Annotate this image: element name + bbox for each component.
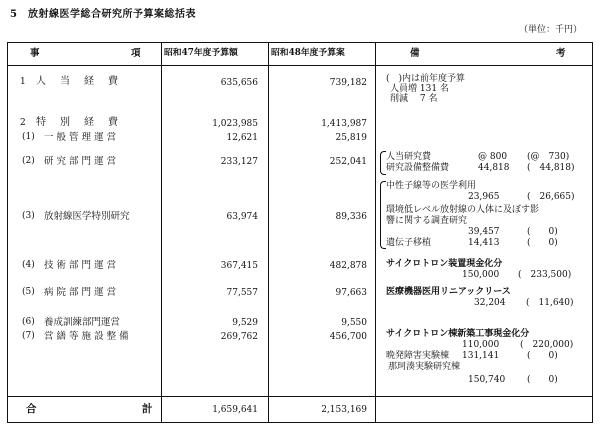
remark-label: 環境低レベル放射線の人体に及ぼす影 <box>386 205 540 215</box>
fy47-value: 12,621 <box>226 133 258 143</box>
row-name: 放射線医学特別研究 <box>44 211 130 222</box>
remark-label: 医療機器医用リニアックリース <box>386 287 511 297</box>
remark-value: 23,965 <box>468 192 500 202</box>
fy48-value: 1,413,987 <box>321 119 367 129</box>
header-item-2: 項 <box>131 48 141 59</box>
remark-value: 150,000 <box>462 270 500 280</box>
budget-table <box>7 42 593 423</box>
fy48-value: 739,182 <box>329 78 367 88</box>
remark-label: 人当研究費 <box>386 152 432 162</box>
row-name: 病 院 部 門 運 営 <box>44 287 117 298</box>
remark-prev-value: ( 26,665) <box>527 192 575 202</box>
fy47-value: 233,127 <box>220 157 258 167</box>
remark-value: @ 800 <box>478 152 508 162</box>
row-number: (7) <box>22 331 35 341</box>
remark-label: 中性子線等の医学利用 <box>386 181 477 191</box>
remark-prev-value: ( 0) <box>527 238 558 248</box>
total-fy48: 2,153,169 <box>321 405 367 415</box>
fy47-value: 63,974 <box>226 212 258 222</box>
remark-prev-value: ( 11,640) <box>526 298 574 308</box>
document-title: 5 放射線医学総合研究所予算案総括表 <box>10 9 196 20</box>
header-remarks-1: 備 <box>410 48 420 59</box>
total-fy47: 1,659,641 <box>212 405 258 415</box>
column-divider <box>268 42 269 423</box>
fy48-value: 97,663 <box>335 288 367 298</box>
remark-line: 人員増 131 名 <box>390 84 449 94</box>
fy48-value: 482,878 <box>329 261 367 271</box>
remark-value: 39,457 <box>468 227 500 237</box>
remark-value: 131,141 <box>462 351 500 361</box>
row-number: 2 <box>20 118 26 128</box>
remark-label: 晩発障害実験棟 <box>386 351 450 361</box>
remark-value: 44,818 <box>478 163 510 173</box>
fy48-value: 25,819 <box>335 133 367 143</box>
fy48-value: 252,041 <box>329 157 367 167</box>
row-name: 技 術 部 門 運 営 <box>44 260 117 271</box>
fy47-value: 367,415 <box>220 261 258 271</box>
remark-label: サイクロトロン装置現金化分 <box>386 259 503 269</box>
remark-prev-value: ( 233,500) <box>518 270 572 280</box>
row-name: 研 究 部 門 運 営 <box>44 156 117 167</box>
header-rule <box>7 65 593 66</box>
remark-prev-value: ( 0) <box>527 351 558 361</box>
remark-prev-value: ( 0) <box>527 375 558 385</box>
fy47-value: 9,529 <box>232 318 258 328</box>
fy47-value: 635,656 <box>220 78 258 88</box>
row-number: (3) <box>22 211 35 221</box>
header-fy47: 昭和47年度予算額 <box>164 48 238 58</box>
total-label-2: 計 <box>142 403 153 415</box>
row-name: 一 般 管 理 運 営 <box>44 132 117 143</box>
remark-label: 遺伝子移植 <box>386 238 432 248</box>
row-number: (4) <box>22 260 35 270</box>
fy47-value: 1,023,985 <box>212 119 258 129</box>
column-divider <box>375 42 376 423</box>
remark-label: 那珂湊実験研究棟 <box>388 362 461 372</box>
total-rule <box>7 396 593 397</box>
remark-value: 110,000 <box>462 340 500 350</box>
remark-prev-value: ( 220,000) <box>520 340 574 350</box>
remark-line: 削減 7 名 <box>390 94 438 104</box>
header-item-1: 事 <box>30 48 40 59</box>
remark-value: 14,413 <box>468 238 500 248</box>
remark-value: 150,740 <box>468 375 506 385</box>
remark-prev-value: (@ 730) <box>527 152 570 162</box>
row-name: 特 別 経 費 <box>36 117 120 128</box>
fy48-value: 9,550 <box>341 318 367 328</box>
header-fy48: 昭和48年度予算案 <box>271 48 345 58</box>
row-number: (2) <box>22 156 35 166</box>
remark-value: 32,204 <box>474 298 506 308</box>
row-number: (5) <box>22 287 35 297</box>
header-remarks-2: 考 <box>556 48 566 59</box>
row-name: 営 繕 等 施 設 整 備 <box>44 331 129 342</box>
remark-prev-value: ( 44,818) <box>527 163 575 173</box>
fy47-value: 77,557 <box>226 288 258 298</box>
row-number: (6) <box>22 317 35 327</box>
fy48-value: 89,336 <box>335 212 367 222</box>
remark-label: 研究設備整備費 <box>386 163 450 173</box>
row-number: (1) <box>22 132 35 142</box>
total-label-1: 合 <box>26 403 37 415</box>
row-name: 人 当 経 費 <box>36 76 120 87</box>
fy48-value: 456,700 <box>329 332 367 342</box>
row-number: 1 <box>20 77 26 87</box>
remark-prev-value: ( 0) <box>527 227 558 237</box>
column-divider <box>161 42 162 423</box>
remark-label: サイクロトロン棟新築工事現金化分 <box>386 329 530 339</box>
row-name: 養成訓練部門運営 <box>44 317 121 328</box>
unit-label: （単位：千円） <box>519 25 583 35</box>
fy47-value: 269,762 <box>220 332 258 342</box>
remark-line: ( )内は前年度予算 <box>386 74 466 84</box>
remark-label: 響に関する調査研究 <box>386 216 468 226</box>
